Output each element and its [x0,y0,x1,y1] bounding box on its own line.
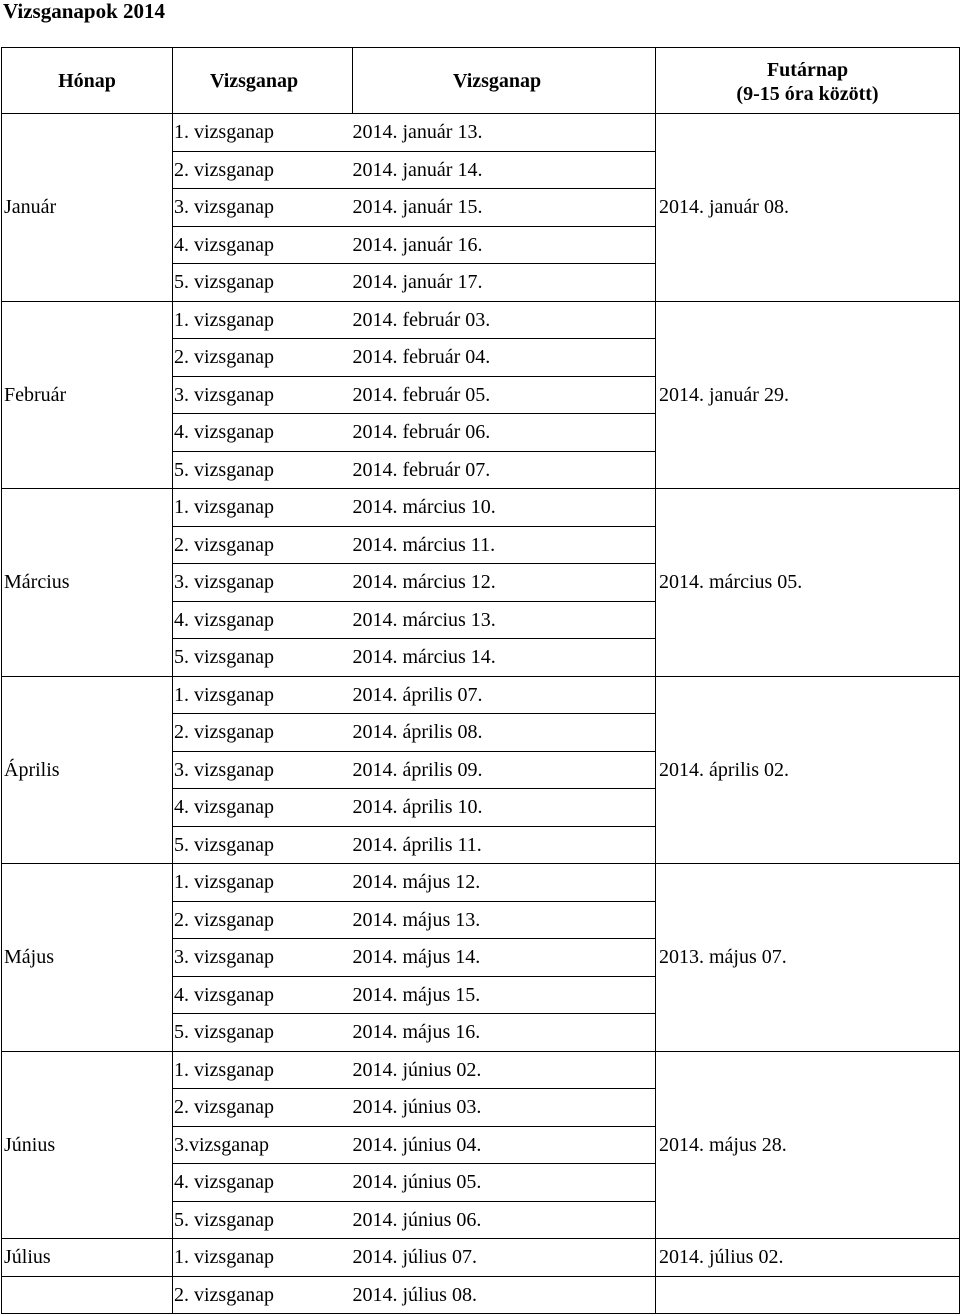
exam-date-cell: 2014. július 07. [353,1239,656,1277]
exam-label-cell: 3. vizsganap [173,376,353,414]
exam-label-cell: 3. vizsganap [173,189,353,227]
table-row [2,676,960,714]
exam-date-cell: 2014. március 11. [353,526,656,564]
exam-label-cell: 3. vizsganap [173,751,353,789]
exam-label-cell: 3.vizsganap [173,1126,353,1164]
exam-label-cell: 4. vizsganap [173,789,353,827]
exam-label-cell: 5. vizsganap [173,1201,353,1239]
header-test-day-hours: (9-15 óra között) [736,82,879,105]
month-cell: Június [2,1051,173,1239]
exam-date-cell: 2014. április 08. [353,714,656,752]
exam-date-cell: 2014. június 03. [353,1089,656,1127]
exam-date-cell: 2014. január 15. [353,189,656,227]
exam-label-cell: 2. vizsganap [173,901,353,939]
exam-date-cell: 2014. február 03. [353,301,656,339]
exam-date-cell: 2014. június 06. [353,1201,656,1239]
exam-date-cell: 2014. május 16. [353,1014,656,1052]
exam-date-cell: 2014. május 13. [353,901,656,939]
month-cell: Július [2,1239,173,1277]
test-day-cell: 2014. január 29. [656,301,960,489]
exam-label-cell: 4. vizsganap [173,601,353,639]
exam-label-cell: 2. vizsganap [173,151,353,189]
exam-label-cell: 2. vizsganap [173,339,353,377]
exam-date-cell: 2014. április 07. [353,676,656,714]
exam-date-cell: 2014. január 14. [353,151,656,189]
exam-label-cell: 4. vizsganap [173,1164,353,1202]
exam-date-cell: 2014. április 10. [353,789,656,827]
table-row [2,114,960,152]
exam-label-cell: 2. vizsganap [173,526,353,564]
exam-date-cell: 2014. január 16. [353,226,656,264]
exam-date-cell: 2014. március 13. [353,601,656,639]
test-day-cell: 2013. május 07. [656,864,960,1052]
exam-label-cell: 5. vizsganap [173,639,353,677]
header-exam-label: Vizsganap [173,48,353,114]
exam-date-cell: 2014. február 04. [353,339,656,377]
exam-date-cell: 2014. június 05. [353,1164,656,1202]
exam-label-cell: 3. vizsganap [173,939,353,977]
exam-date-cell: 2014. február 06. [353,414,656,452]
test-day-cell: 2014. március 05. [656,489,960,677]
exam-label-cell: 1. vizsganap [173,1051,353,1089]
table-row [2,301,960,339]
exam-label-cell: 2. vizsganap [173,1089,353,1127]
exam-label-cell: 1. vizsganap [173,301,353,339]
test-day-cell: 2014. május 28. [656,1051,960,1239]
header-test-day-title: Futárnap [766,58,849,81]
exam-schedule-table [1,47,960,1314]
exam-label-cell: 2. vizsganap [173,714,353,752]
exam-label-cell: 5. vizsganap [173,264,353,302]
exam-label-cell: 1. vizsganap [173,489,353,527]
exam-label-cell: 5. vizsganap [173,1014,353,1052]
exam-label-cell: 1. vizsganap [173,676,353,714]
table-row [2,1276,960,1314]
header-row [2,48,960,114]
exam-date-cell: 2014. április 11. [353,826,656,864]
table-row [2,1051,960,1089]
exam-date-cell: 2014. január 13. [353,114,656,152]
exam-date-cell: 2014. január 17. [353,264,656,302]
table-row [2,489,960,527]
exam-label-cell: 5. vizsganap [173,826,353,864]
table-row [2,1239,960,1277]
header-test-day [656,48,960,114]
exam-date-cell: 2014. február 05. [353,376,656,414]
exam-label-cell: 1. vizsganap [173,1239,353,1277]
exam-label-cell: 5. vizsganap [173,451,353,489]
exam-date-cell: 2014. március 10. [353,489,656,527]
exam-date-cell: 2014. május 15. [353,976,656,1014]
month-cell-empty [2,1276,173,1314]
test-day-cell: 2014. július 02. [656,1239,960,1277]
exam-date-cell: 2014. április 09. [353,751,656,789]
exam-date-cell: 2014. március 12. [353,564,656,602]
exam-label-cell: 1. vizsganap [173,864,353,902]
page-title: Vizsganapok 2014 [3,0,166,23]
exam-date-cell: 2014. július 08. [353,1276,656,1314]
exam-date-cell: 2014. március 14. [353,639,656,677]
exam-label-cell: 4. vizsganap [173,226,353,264]
month-cell: Február [2,301,173,489]
table-row [2,864,960,902]
header-month: Hónap [2,48,173,114]
exam-label-cell: 1. vizsganap [173,114,353,152]
exam-date-cell: 2014. május 14. [353,939,656,977]
month-cell: Május [2,864,173,1052]
exam-date-cell: 2014. június 04. [353,1126,656,1164]
exam-date-cell: 2014. június 02. [353,1051,656,1089]
header-exam-date: Vizsganap [353,48,656,114]
exam-date-cell: 2014. május 12. [353,864,656,902]
exam-label-cell: 2. vizsganap [173,1276,353,1314]
test-day-cell: 2014. január 08. [656,114,960,302]
month-cell: Január [2,114,173,302]
test-day-cell-empty [656,1276,960,1314]
exam-label-cell: 3. vizsganap [173,564,353,602]
schedule-body [2,114,960,1314]
exam-label-cell: 4. vizsganap [173,414,353,452]
test-day-cell: 2014. április 02. [656,676,960,864]
month-cell: Április [2,676,173,864]
exam-date-cell: 2014. február 07. [353,451,656,489]
month-cell: Március [2,489,173,677]
exam-label-cell: 4. vizsganap [173,976,353,1014]
